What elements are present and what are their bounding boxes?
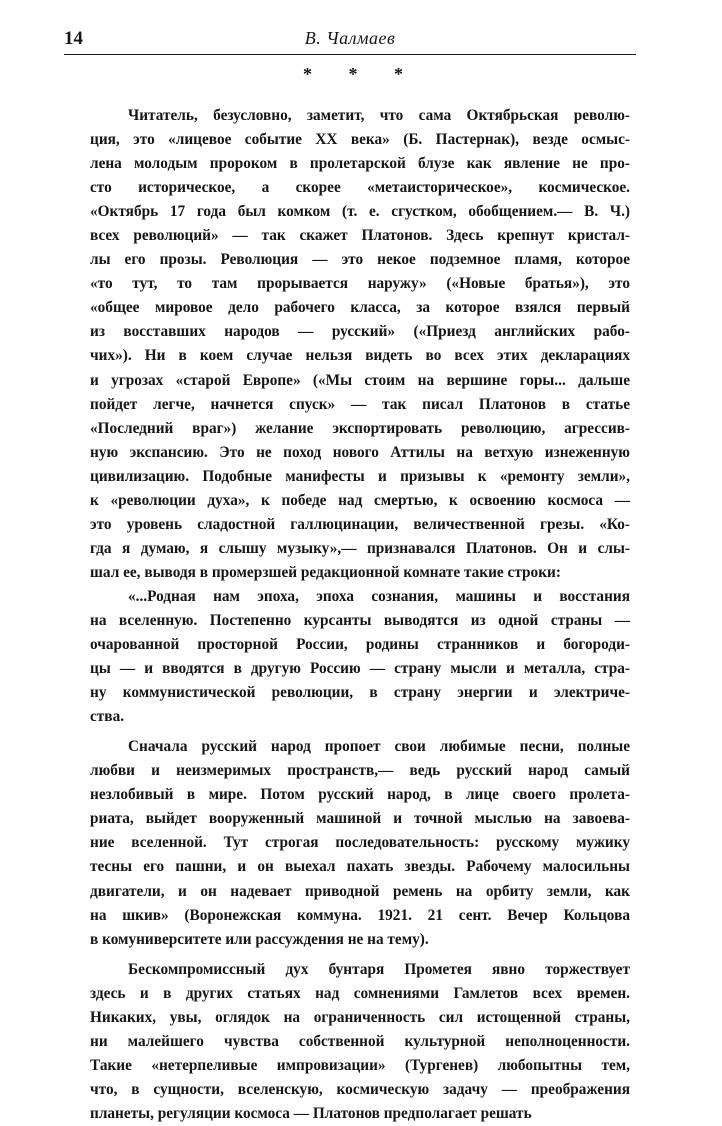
text-line: пойдет легче, начнется спуск» — так писал Платонов в статье	[90, 395, 630, 413]
header-rule	[64, 54, 636, 55]
text-line: планеты, регуляции космоса — Платонов предполагает решать	[90, 1104, 532, 1122]
text-line: «...Родная нам эпоха, эпоха сознания, машины и восстания	[128, 587, 630, 605]
text-line: цы — и вводятся в другую Россию — страну мысли и металла, стра-	[90, 660, 630, 678]
text-line: здесь и в других статьях над сомнениями Гамлетов всех времен.	[90, 984, 630, 1002]
text-line: в комуниверситете или рассуждения не на тему).	[90, 930, 429, 948]
text-line: ства.	[90, 708, 125, 726]
text-line: Сначала русский народ пропоет свои любимые песни, полные	[128, 738, 630, 756]
text-line: «Последний враг») желание экспортировать революцию, агрессив-	[90, 419, 630, 437]
running-head: В. Чалмаев	[304, 28, 396, 48]
paragraph	[90, 585, 630, 729]
text-line: очарованной просторной России, родины странников и богороди-	[90, 636, 630, 654]
text-line: лы его прозы. Революция — это некое подземное пламя, которое	[90, 251, 630, 269]
text-line: незлобивый в мире. Потом русский народ, в лице своего пролета-	[90, 786, 630, 804]
text-line: всех революций» — так скажет Платонов. Здесь крепнут кристал-	[90, 227, 630, 245]
page-number: 14	[64, 28, 83, 49]
text-line: «то тут, то там прорывается наружу» («Новые братья»), это	[90, 275, 630, 293]
text-line: на шкив» (Воронежская коммуна. 1921. 21 сент. Вечер Кольцова	[90, 906, 630, 924]
text-line: к «революции духа», к победе над смертью, к освоению космоса —	[90, 491, 630, 509]
text-line: лена молодым пророком в пролетарской блузе как явление не про-	[90, 155, 630, 173]
text-line: риата, выйдет вооруженный машиной и точной мыслью на завоева-	[90, 810, 630, 828]
text-line: Такие «нетерпеливые импровизации» (Тургенев) любопытны тем,	[90, 1056, 630, 1074]
text-line: «Октябрь 17 года был комком (т. е. сгустком, обобщением.— В. Ч.)	[90, 203, 630, 221]
text-line: цивилизацию. Подобные манифесты и призывы к «ремонту земли»,	[90, 467, 630, 485]
text-line: из восставших народов — русский» («Приезд английских рабо-	[90, 323, 630, 341]
text-line: Читатель, безусловно, заметит, что сама Октябрьская револю-	[128, 107, 630, 124]
text-line: «общее мировое дело рабочего класса, за которое взялся первый	[90, 299, 630, 317]
text-line: и угрозах «старой Европе» («Мы стоим на вершине горы... дальше	[90, 371, 630, 389]
text-line: гда я думаю, я слышу музыку»,— признавался Платонов. Он и слы-	[90, 539, 630, 557]
text-line: двигатели, и он надевает приводной ремень на орбиту земли, как	[90, 882, 630, 900]
text-line: любви и неизмеримых пространств,— ведь русский народ самый	[90, 762, 630, 780]
text-line: сто историческое, а скорее «метаисторическое», космическое.	[90, 179, 630, 197]
page-header	[64, 26, 636, 56]
text-line: ну коммунистической революции, в страну энергии и электриче-	[90, 684, 630, 702]
text-line: ную экспансию. Это не поход нового Аттилы на ветхую изнеженную	[90, 443, 630, 461]
paragraph	[90, 958, 630, 1126]
text-line: на вселенную. Постепенно курсанты выводятся из одной страны —	[90, 611, 630, 629]
text-line: шал ее, выводя в промерзшей редакционной комнате такие строки:	[90, 563, 561, 581]
text-line: что, в сущности, вселенскую, космическую задачу — преображения	[90, 1080, 630, 1098]
paragraph	[90, 735, 630, 951]
text-line: тесны его пашни, и он выехал пахать звезды. Рабочему малосильны	[90, 858, 630, 876]
text-line: Никаких, увы, оглядок на ограниченность сил истощенной страны,	[90, 1008, 630, 1026]
text-line: ни малейшего чувства собственной культурной неполноценности.	[90, 1032, 630, 1050]
body-text	[90, 104, 630, 1126]
text-line: ция, это «лицевое событие XX века» (Б. Пастернак), везде осмыс-	[90, 131, 630, 149]
text-line: ние вселенной. Тут строгая последовательность: русскому мужику	[90, 834, 630, 852]
text-line: Бескомпромиссный дух бунтаря Прометея явно торжествует	[128, 960, 630, 978]
paragraph	[90, 104, 630, 585]
text-line: чих»). Ни в коем случае нельзя видеть во всех этих декларациях	[90, 347, 630, 365]
section-separator: * * *	[303, 64, 419, 84]
text-line: это уровень сладостной галлюцинации, величественной грезы. «Ко-	[90, 515, 630, 533]
